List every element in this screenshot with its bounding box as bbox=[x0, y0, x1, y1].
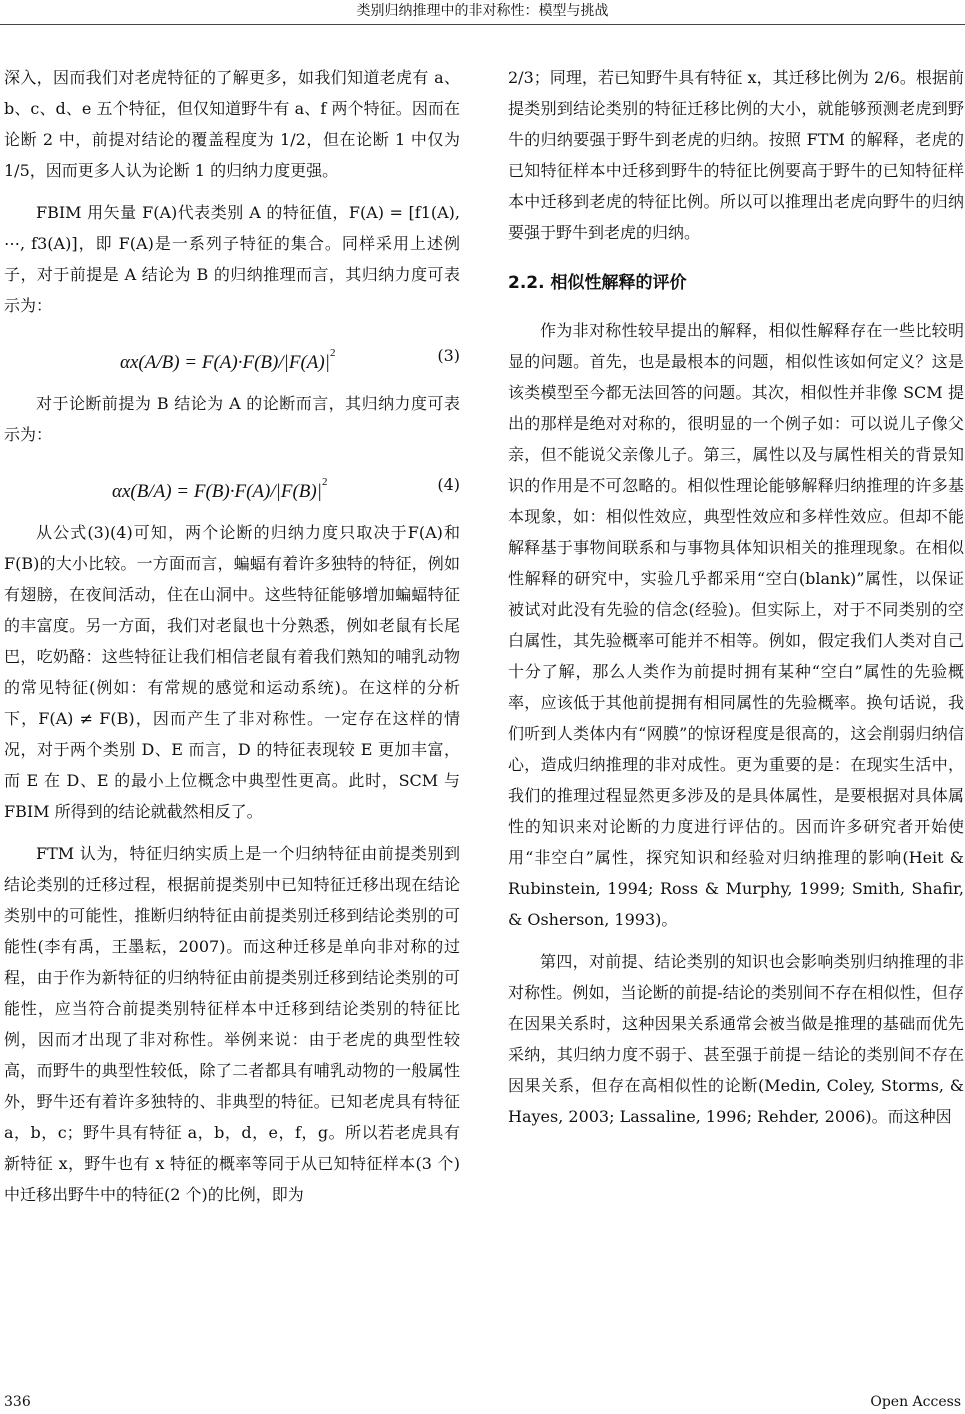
equation-exponent: 2 bbox=[329, 347, 336, 359]
equation-body: αx(A/B) = F(A)·F(B)/|F(A)| bbox=[120, 352, 330, 373]
equation-exponent: 2 bbox=[321, 476, 328, 488]
equation-body: αx(B/A) = F(B)·F(A)/|F(B)| bbox=[112, 481, 322, 502]
header-rule bbox=[0, 24, 965, 25]
paragraph: FTM 认为，特征归纳实质上是一个归纳特征由前提类别到结论类别的迁移过程，根据前提类别中已知特征迁移出现在结论类别中的可能性，推断归纳特征由前提类别迁移到结论类别的可能性(李有禹，王墨耘，2007)。而这种迁移是单向非对称的过程，由于作为新特征的归纳特征由前提类别迁移到结论类别的可能性，应当符合前提类别特征样本中迁移到结论类别的特征比例，因而才出现了非对称性。举例来说：由于老虎的典型性较高，而野牛的典型性较低，除了二者都具有哺乳动物的一般属性外，野牛还有着许多独特的、非典型的特征。已知老虎具有特征 a，b，c；野牛具有特征 a，b，d，e，f，g。所以若老虎具有新特征 x，野牛也有 x 特征的概率等同于从已知特征样本(3 个)中迁移出野牛中的特征(2 个)的比例，即为 bbox=[4, 844, 460, 1204]
equation-number: (4) bbox=[437, 475, 460, 494]
section-heading: 2.2. 相似性解释的评价 bbox=[508, 273, 687, 293]
paragraph: 对于论断前提为 B 结论为 A 的论断而言，其归纳力度可表示为： bbox=[4, 394, 460, 444]
page-number: 336 bbox=[4, 1394, 31, 1410]
paragraph: 深入，因而我们对老虎特征的了解更多，如我们知道老虎有 a、b、c、d、e 五个特征，但仅知道野牛有 a、f 两个特征。因而在论断 2 中，前提对结论的覆盖程度为 1/2，但在论断 1 中仅为 1/5，因而更多人认为论断 1 的归纳力度更强。 bbox=[4, 68, 460, 180]
running-header: 类别归纳推理中的非对称性：模型与挑战 bbox=[356, 3, 609, 19]
paragraph: FBIM 用矢量 F(A)代表类别 A 的特征值，F(A) = [f1(A), ⋯, f3(A)]，即 F(A)是一系列子特征的集合。同样采用上述例子，对于前提是 A 结论为 B 的归纳推理而言，其归纳力度可表示为： bbox=[4, 203, 460, 315]
publisher-label: Open Access bbox=[870, 1394, 961, 1410]
paragraph: 2/3；同理，若已知野牛具有特征 x，其迁移比例为 2/6。根据前提类别到结论类别的特征迁移比例的大小，就能够预测老虎到野牛的归纳要强于野牛到老虎的归纳。按照 FTM 的解释，老虎的已知特征样本中迁移到野牛的特征比例要高于野牛的已知特征样本中迁移到老虎的特征比例。所以可以推理出老虎向野牛的归纳要强于野牛到老虎的归纳。 bbox=[508, 68, 964, 242]
equation-number: (3) bbox=[437, 346, 460, 365]
paragraph: 从公式(3)(4)可知，两个论断的归纳力度只取决于F(A)和 F(B)的大小比较。一方面而言，蝙蝠有着许多独特的特征，例如有翅膀，在夜间活动，住在山洞中。这些特征能够增加蝙蝠特征的丰富度。另一方面，我们对老鼠也十分熟悉，例如老鼠有长尾巴，吃奶酪：这些特征让我们相信老鼠有着我们熟知的哺乳动物的常见特征(例如：有常规的感觉和运动系统)。在这样的分析下，F(A) ≠ F(B)，因而产生了非对称性。一定存在这样的情况，对于两个类别 D、E 而言，D 的特征表现较 E 更加丰富，而 E 在 D、E 的最小上位概念中典型性更高。此时，SCM 与 FBIM 所得到的结论就截然相反了。 bbox=[4, 523, 460, 821]
equation-4 bbox=[4, 461, 460, 507]
left-column bbox=[4, 62, 460, 1221]
right-column bbox=[508, 62, 964, 1143]
equation-3 bbox=[4, 332, 460, 378]
paragraph: 第四，对前提、结论类别的知识也会影响类别归纳推理的非对称性。例如，当论断的前提-结论的类别间不存在相似性，但存在因果关系时，这种因果关系通常会被当做是推理的基础而优先采纳，其归纳力度不弱于、甚至强于前提－结论的类别间不存在因果关系，但存在高相似性的论断(Medin, Coley, Storms, & Hayes, 2003; Lassaline, 1996; Rehder, 2006)。而这种因 bbox=[508, 952, 964, 1126]
equation-formula bbox=[112, 467, 327, 507]
paragraph: 作为非对称性较早提出的解释，相似性解释存在一些比较明显的问题。首先，也是最根本的问题，相似性该如何定义？这是该类模型至今都无法回答的问题。其次，相似性并非像 SCM 提出的那样是绝对对称的，很明显的一个例子如：可以说儿子像父亲，但不能说父亲像儿子。第三，属性以及与属性相关的背景知识的作用是不可忽略的。相似性理论能够解释归纳推理的许多基本现象，如：相似性效应，典型性效应和多样性效应。但却不能解释基于事物间联系和与事物具体知识相关的推理现象。在相似性解释的研究中，实验几乎都采用“空白(blank)”属性，以保证被试对此没有先验的信念(经验)。但实际上，对于不同类别的空白属性，其先验概率可能并不相等。例如，假定我们人类对自己十分了解，那么人类作为前提时拥有某种“空白”属性的先验概率，应该低于其他前提拥有相同属性的先验概率。换句话说，我们听到人类体内有“网膜”的惊讶程度是很高的，这会削弱归纳信心，造成归纳推理的非对成性。更为重要的是：在现实生活中，我们的推理过程显然更多涉及的是具体属性，是要根据对具体属性的知识来对论断的力度进行评估的。因而许多研究者开始使用“非空白”属性，探究知识和经验对归纳推理的影响(Heit & Rubinstein, 1994; Ross & Murphy, 1999; Smith, Shafir, & Osherson, 1993)。 bbox=[508, 321, 964, 929]
equation-formula bbox=[120, 338, 335, 378]
